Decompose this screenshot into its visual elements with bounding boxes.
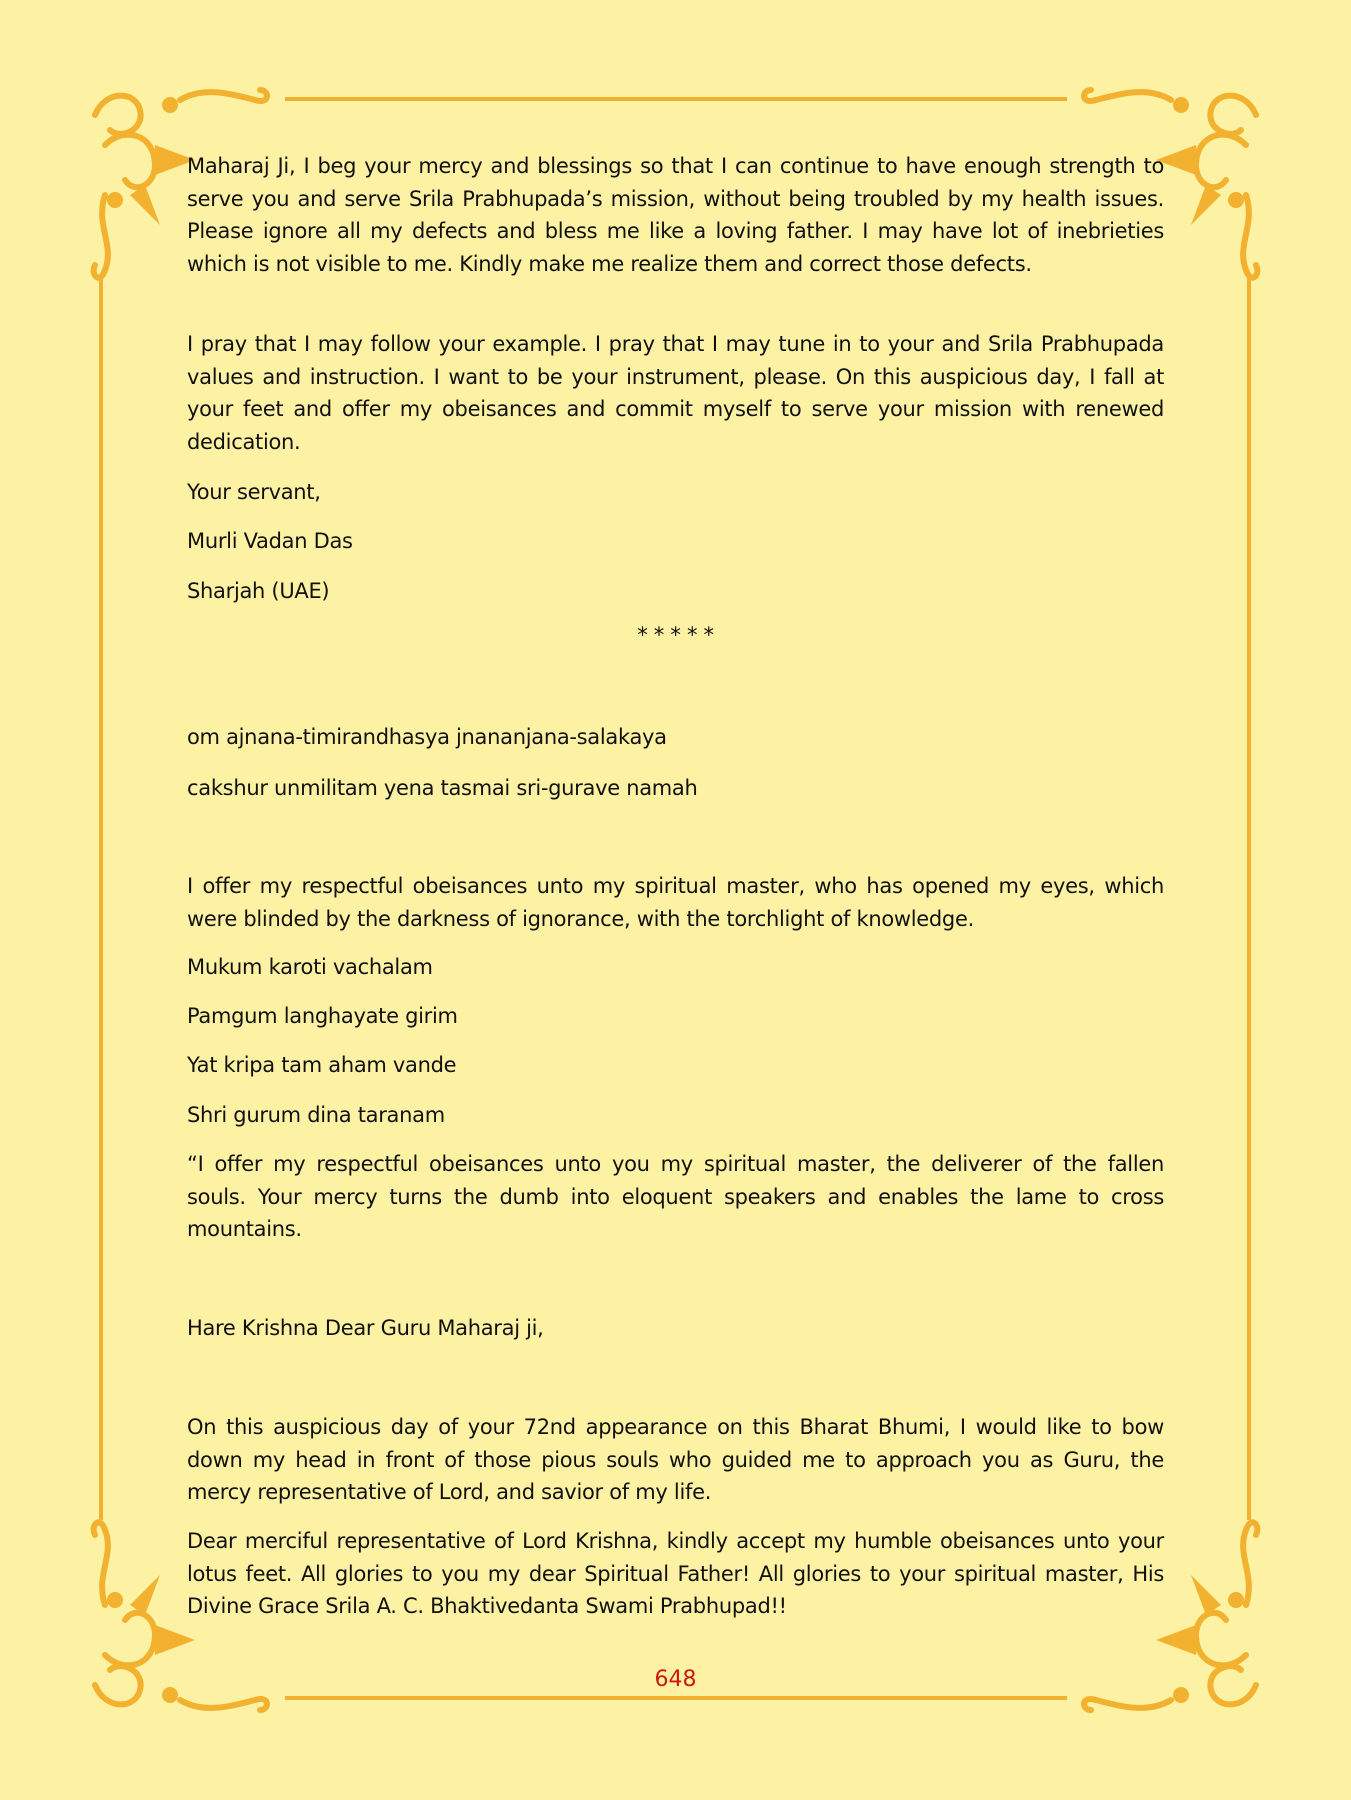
signature-name: Murli Vadan Das [187,529,353,553]
verse-line: om ajnana-timirandhasya jnananjana-salakaya [187,725,667,749]
page-number: 648 [654,1667,697,1692]
verse-line: cakshur unmilitam yena tasmai sri-gurave namah [187,776,698,800]
verse-line: Pamgum langhayate girim [187,1004,458,1028]
verse-line: Mukum karoti vachalam [187,955,433,979]
border-right [1247,275,1251,1520]
letter-greeting: Hare Krishna Dear Guru Maharaj ji, [187,1316,544,1340]
border-top [285,97,1067,101]
closing-salutation: Your servant, [187,480,321,504]
paragraph: I pray that I may follow your example. I pray that I may tune in to your and Srila Prabhupada values and instruction. I want to be your instrument, please. On this auspicious day, I fall at your feet and offer my obeisances and commit myself to serve your mission with renewed dedication. [187,332,1164,454]
border-bottom [285,1696,1067,1700]
verse-line: Shri gurum dina taranam [187,1103,445,1127]
verse-line: Yat kripa tam aham vande [187,1053,457,1077]
verse-translation: I offer my respectful obeisances unto my spiritual master, who has opened my eyes, which were blinded by the darkness of ignorance, with the torchlight of knowledge. [187,874,1164,931]
paragraph: Dear merciful representative of Lord Krishna, kindly accept my humble obeisances unto your lotus feet. All glories to you my dear Spiritual Father! All glories to your spiritual master, His Divine Grace Srila A. C. Bhaktivedanta Swami Prabhupad!! [187,1529,1164,1618]
verse-translation: “I offer my respectful obeisances unto you my spiritual master, the deliverer of the fallen souls. Your mercy turns the dumb into eloquent speakers and enables the lame to cross mountains. [187,1152,1164,1241]
paragraph: Maharaj Ji, I beg your mercy and blessings so that I can continue to have enough strength to serve you and serve Srila Prabhupada’s mission, without being troubled by my health issues. Please ignore all my defects and bless me like a loving father. I may have lot of inebrieties which is not visible to me. Kindly make me realize them and correct those defects. [187,154,1164,276]
signature-location: Sharjah (UAE) [187,579,330,603]
section-separator: * * * * * [637,623,714,647]
border-left [99,275,103,1520]
paragraph: On this auspicious day of your 72nd appearance on this Bharat Bhumi, I would like to bow down my head in front of those pious souls who guided me to approach you as Guru, the mercy representative of Lord, and savior of my life. [187,1415,1164,1504]
